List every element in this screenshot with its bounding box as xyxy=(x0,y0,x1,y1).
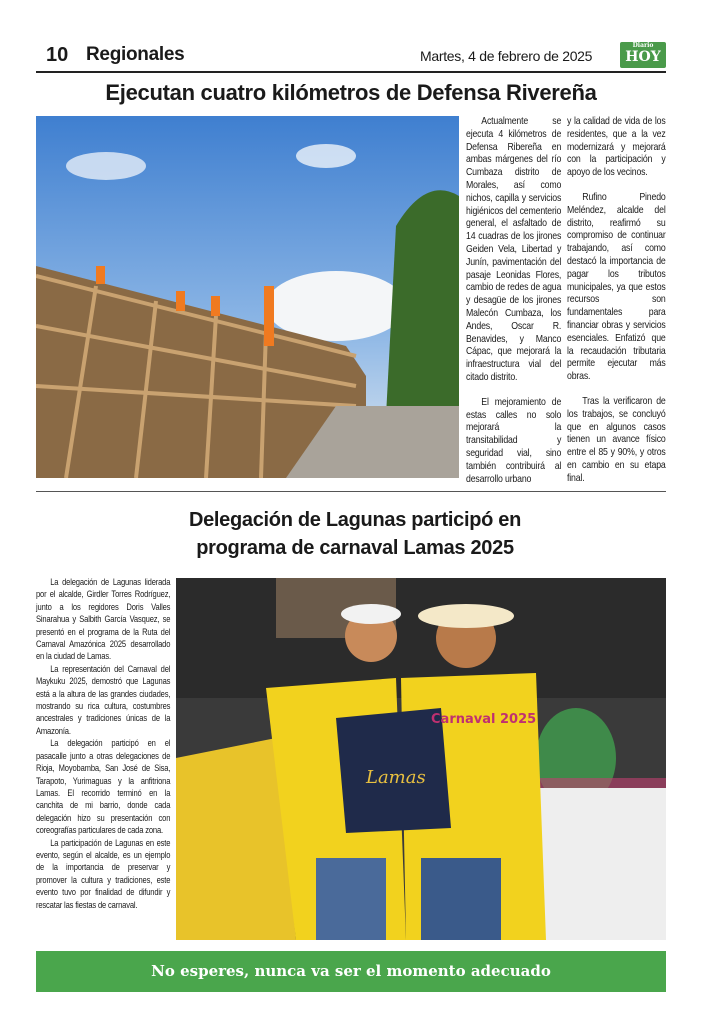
shirt-carnaval-text: Carnaval 2025 xyxy=(431,712,537,727)
article1-paragraph: y la calidad de vida de los residentes, que a la vez modernizará y mejorará con la participación y apoyo de los vecinos. xyxy=(567,116,666,179)
headline-line: programa de carnaval Lamas 2025 xyxy=(196,537,514,559)
article2-photo-carnival-delegation xyxy=(176,578,666,940)
article1-photo-riverbank-works xyxy=(36,116,459,478)
article2-paragraph: La delegación de Lagunas liderada por el alcalde, Girdler Torres Rodríguez, junto a los regidores Doris Valles Sinarahua y Salbith García Vasquez, se presentó en el programa de la Ruta del Carnaval Amazónica 2025 desarrollado en la ciudad de Lamas. xyxy=(36,577,171,663)
article2-column xyxy=(36,577,170,912)
article1-headline: Ejecutan cuatro kilómetros de Defensa Rivereña xyxy=(105,80,597,105)
bag-lamas-text: Lamas xyxy=(366,767,426,788)
article1-column-2 xyxy=(567,116,666,486)
headline-line: Delegación de Lagunas participó en xyxy=(188,509,522,531)
section-divider xyxy=(36,491,666,492)
article1-column-1 xyxy=(466,116,561,486)
article2-headline xyxy=(120,506,590,562)
article1-paragraph: El mejoramiento de estas calles no solo mejorará la transitabilidad y seguridad vial, sino también contribuirá al desarrollo urbano xyxy=(466,396,562,485)
page-number: 10 xyxy=(46,44,69,66)
logo-big-text: HOY xyxy=(625,49,661,65)
article1-paragraph: Actualmente se ejecuta 4 kilómetros de Defensa Ribereña en ambas márgenes del río Cumbaza distrito de Morales, así como nichos, capilla y servicios higiénicos del cementerio general, el asfaltado de 14 cuadras de los jirones Geiden Vela, Libertad y Junín, pavimentación del pasaje Leonidas Flores, cambio de redes de agua y desagüe de los jirones Malecón Cumbaza, los Andes, Oscar R. Benavides, y Manco Cápac, que mejorará la infraestructura vial del citado distrito. xyxy=(466,116,562,383)
slogan-banner: No esperes, nunca va ser el momento adecuado xyxy=(36,951,666,992)
article2-paragraph: La representación del Carnaval del Maykuku 2025, demostró que Lagunas está a la altura de las grandes ciudades, mostrando su rica cultura, costumbres ancestrales y tradiciones únicas de la Amazonía. xyxy=(36,663,171,737)
header-rule xyxy=(36,71,666,73)
logo-small-text: Diario xyxy=(632,42,654,49)
diario-hoy-logo xyxy=(620,42,666,68)
article2-paragraph: La delegación participó en el pasacalle junto a otras delegaciones de Rioja, Moyobamba, San José de Sisa, Tarapoto, Yurimaguas y la anfitriona Lamas. El recorrido terminó en la canchita de mi barrio, donde cada delegación hizo su presentación con coreografías particulares de cada zona. xyxy=(36,738,171,837)
article1-paragraph: Tras la verificaron de los trabajos, se concluyó que en algunos casos tienen un avance físico entre el 85 y 90%, y otros en cambio en su etapa final. xyxy=(567,395,666,484)
article1-paragraph: Rufino Pinedo Meléndez, alcalde del distrito, reafirmó su compromiso de continuar trabajando, así como destacó la importancia de pagar los tributos municipales, ya que estos recursos son fundamentales para financiar obras y servicios esenciales. Enfatizó que la recaudación tributaria permite ejecutar más obras. xyxy=(567,191,666,383)
article2-paragraph: La participación de Lagunas en este evento, según el alcalde, es un ejemplo de la importancia de preservar y promover la cultura y tradiciones, este evento tuvo por finalidad de difundir y rescatar las fiestas de carnaval. xyxy=(36,837,171,911)
section-title: Regionales xyxy=(86,44,185,65)
issue-date: Martes, 4 de febrero de 2025 xyxy=(420,48,593,64)
